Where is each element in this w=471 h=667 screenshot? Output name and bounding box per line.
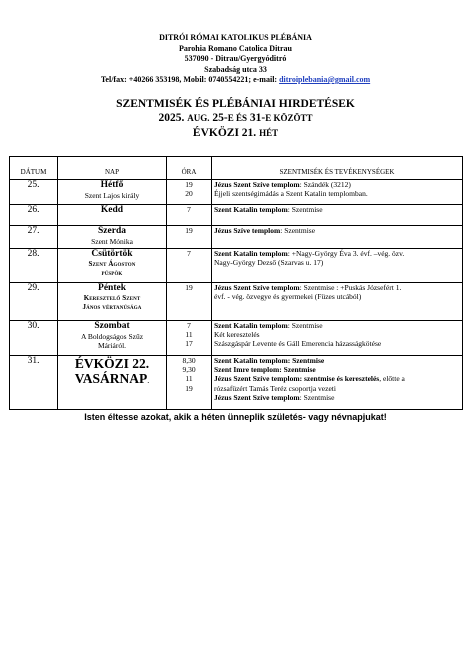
- contact-text: Tel/fax: +40266 353198, Mobil: 0740554221; e-mail:: [100, 75, 280, 84]
- activity-text: : Szentmise: [287, 205, 323, 214]
- day-name: Szerda: [98, 226, 126, 236]
- parish-street: Szabadság utca 33: [204, 64, 267, 74]
- church-name: Szent Katalin templom: [214, 249, 288, 258]
- row-date: 27.: [10, 226, 58, 249]
- time: 19: [185, 226, 193, 235]
- header-time: ÓRA: [167, 157, 212, 180]
- row-date: 28.: [10, 249, 58, 283]
- activity: [214, 205, 460, 214]
- row-times: [167, 180, 212, 205]
- row-activities: [212, 180, 463, 205]
- parish-postal: 537090 - Ditrau/Gyergyóditró: [184, 54, 287, 63]
- activity-text: : Szentmise : +Puskás Józsefért 1.: [299, 283, 402, 292]
- header-date: DÁTUM: [10, 157, 58, 180]
- time: 7: [187, 205, 191, 214]
- row-day: [58, 283, 167, 321]
- year: 2025.: [158, 112, 188, 124]
- day-name: Szombat: [94, 321, 130, 331]
- saint-title: Máriáról.: [97, 341, 127, 350]
- saint-name: Szent Mónika: [91, 237, 133, 246]
- time: 19: [185, 383, 193, 393]
- activity: [214, 374, 460, 383]
- time: 19: [185, 180, 193, 189]
- header-day: NAP: [58, 157, 167, 180]
- row-date: 29.: [10, 283, 58, 321]
- row-date: 25.: [10, 180, 58, 205]
- saint-name: A Boldogságos Szűz: [80, 332, 144, 341]
- day-name-2: [60, 371, 164, 388]
- table-row: [10, 205, 463, 226]
- row-day: [58, 180, 167, 205]
- row-date: 30.: [10, 321, 58, 356]
- birthday-note: Isten éltesse azokat, akik a héten ünneplik születés- vagy névnapjukat!: [84, 412, 387, 422]
- row-times: [167, 226, 212, 249]
- table-row: [10, 356, 463, 410]
- activity: évf. - vég. özvegye és gyermekei (Füzes utcából): [214, 292, 362, 302]
- activity: [214, 249, 460, 258]
- row-day: [58, 249, 167, 283]
- church-name: Jézus Szíve templom: [214, 226, 281, 235]
- week-title: [0, 126, 471, 140]
- row-day: [58, 321, 167, 356]
- activity: Éjjeli szentségimádás a Szent Katalin templomban.: [214, 189, 368, 199]
- time: 8,30: [182, 356, 196, 365]
- saint-title: János vértanúsága: [82, 303, 142, 311]
- email-link[interactable]: ditroiplebania@gmail.com: [279, 75, 371, 84]
- between: E KÖZÖTT: [265, 113, 313, 123]
- time: 11: [185, 374, 193, 384]
- table-row: [10, 180, 463, 205]
- row-day: [58, 205, 167, 226]
- week-name: ÉVKÖZI 21.: [192, 127, 260, 139]
- row-times: [167, 321, 212, 356]
- church-name: Jézus Szent Szíve templom: [214, 180, 300, 189]
- day-end: 31-: [247, 112, 266, 124]
- row-activities: [212, 283, 463, 321]
- day-name: ÉVKÖZI 22.: [74, 356, 150, 371]
- activity: [214, 321, 460, 330]
- church-name: Szent Katalin templom: [214, 205, 288, 214]
- day-name: Hétfő: [100, 180, 124, 190]
- page-title: SZENTMISÉK ÉS PLÉBÁNIAI HIRDETÉSEK: [116, 98, 355, 110]
- table-row: [10, 283, 463, 321]
- activity: Szent Katalin templom: Szentmise: [214, 356, 325, 365]
- activity-text: , előtte a: [379, 374, 405, 384]
- parish-name: DITRÓI RÓMAI KATOLIKUS PLÉBÁNIA: [159, 33, 312, 42]
- saint-name: Szent Lajos király: [84, 191, 140, 200]
- activity: [214, 226, 460, 235]
- activity: Szászgáspár Levente és Gáll Emerencia házasságkötése: [214, 339, 382, 349]
- table-row: [10, 321, 463, 356]
- activity-text: : Szentmise: [299, 392, 335, 402]
- activity-text: : +Nagy-György Éva 3. évf. –vég. özv.: [287, 249, 405, 258]
- week-word: HÉT: [259, 128, 279, 138]
- activity: [214, 393, 460, 402]
- saint-name: Szent Ágoston: [88, 260, 136, 268]
- saint-title: püspök: [101, 269, 123, 277]
- church-name: Jézus Szent Szíve templom: [214, 392, 300, 402]
- saint-name: Keresztelő Szent: [83, 294, 141, 302]
- row-times: [167, 249, 212, 283]
- header-activities: SZENTMISÉK ÉS TEVÉKENYSÉGEK: [212, 157, 463, 180]
- time: 7: [187, 249, 191, 258]
- row-times: [167, 283, 212, 321]
- activity-text: : Szentmise: [280, 226, 316, 235]
- table-header-row: [10, 157, 463, 180]
- sunday-dot: .: [147, 376, 150, 385]
- row-day: [58, 356, 167, 410]
- activity: [214, 283, 460, 292]
- activity-text: : Szentmise: [287, 321, 323, 330]
- activity: Nagy-György Dezső (Szarvas u. 17): [214, 258, 324, 268]
- day-name: Kedd: [100, 205, 124, 215]
- day-name: Péntek: [98, 283, 126, 293]
- row-times: [167, 205, 212, 226]
- row-times: [167, 356, 212, 410]
- schedule-table: [9, 156, 463, 410]
- activity: Két keresztelés: [214, 330, 260, 340]
- date-range: [0, 111, 471, 125]
- activity-text: : Szándék (3212): [299, 180, 351, 189]
- day-name: Csütörtök: [91, 249, 133, 259]
- time: 20: [185, 189, 193, 199]
- parish-latin: Parohia Romano Catolica Ditrau: [179, 43, 292, 53]
- activity: [214, 180, 460, 189]
- table-row: [10, 226, 463, 249]
- church-name: Jézus Szent Szíve templom: szentmise és keresztelés: [214, 374, 380, 384]
- row-activities: [212, 321, 463, 356]
- month: AUG.: [187, 113, 210, 123]
- time: 17: [185, 339, 193, 349]
- time: 11: [185, 330, 193, 340]
- time: 9,30: [182, 365, 196, 375]
- time: 19: [185, 283, 193, 292]
- connector: E ÉS: [227, 113, 247, 123]
- row-activities: [212, 226, 463, 249]
- day-start: 25-: [209, 112, 228, 124]
- activity: Szent Imre templom: Szentmise: [214, 365, 316, 375]
- activity: rózsafüzért Tamás Teréz csoportja vezeti: [214, 383, 336, 393]
- row-activities: [212, 356, 463, 410]
- time: 7: [187, 321, 191, 330]
- parish-contact: [0, 75, 471, 86]
- church-name: Szent Katalin templom: [214, 321, 288, 330]
- church-name: Jézus Szent Szíve templom: [214, 283, 300, 292]
- row-date: 26.: [10, 205, 58, 226]
- row-day: [58, 226, 167, 249]
- row-activities: [212, 249, 463, 283]
- row-activities: [212, 205, 463, 226]
- row-date: 31.: [10, 356, 58, 410]
- sunday-word: VASÁRNAP: [74, 371, 148, 386]
- table-row: [10, 249, 463, 283]
